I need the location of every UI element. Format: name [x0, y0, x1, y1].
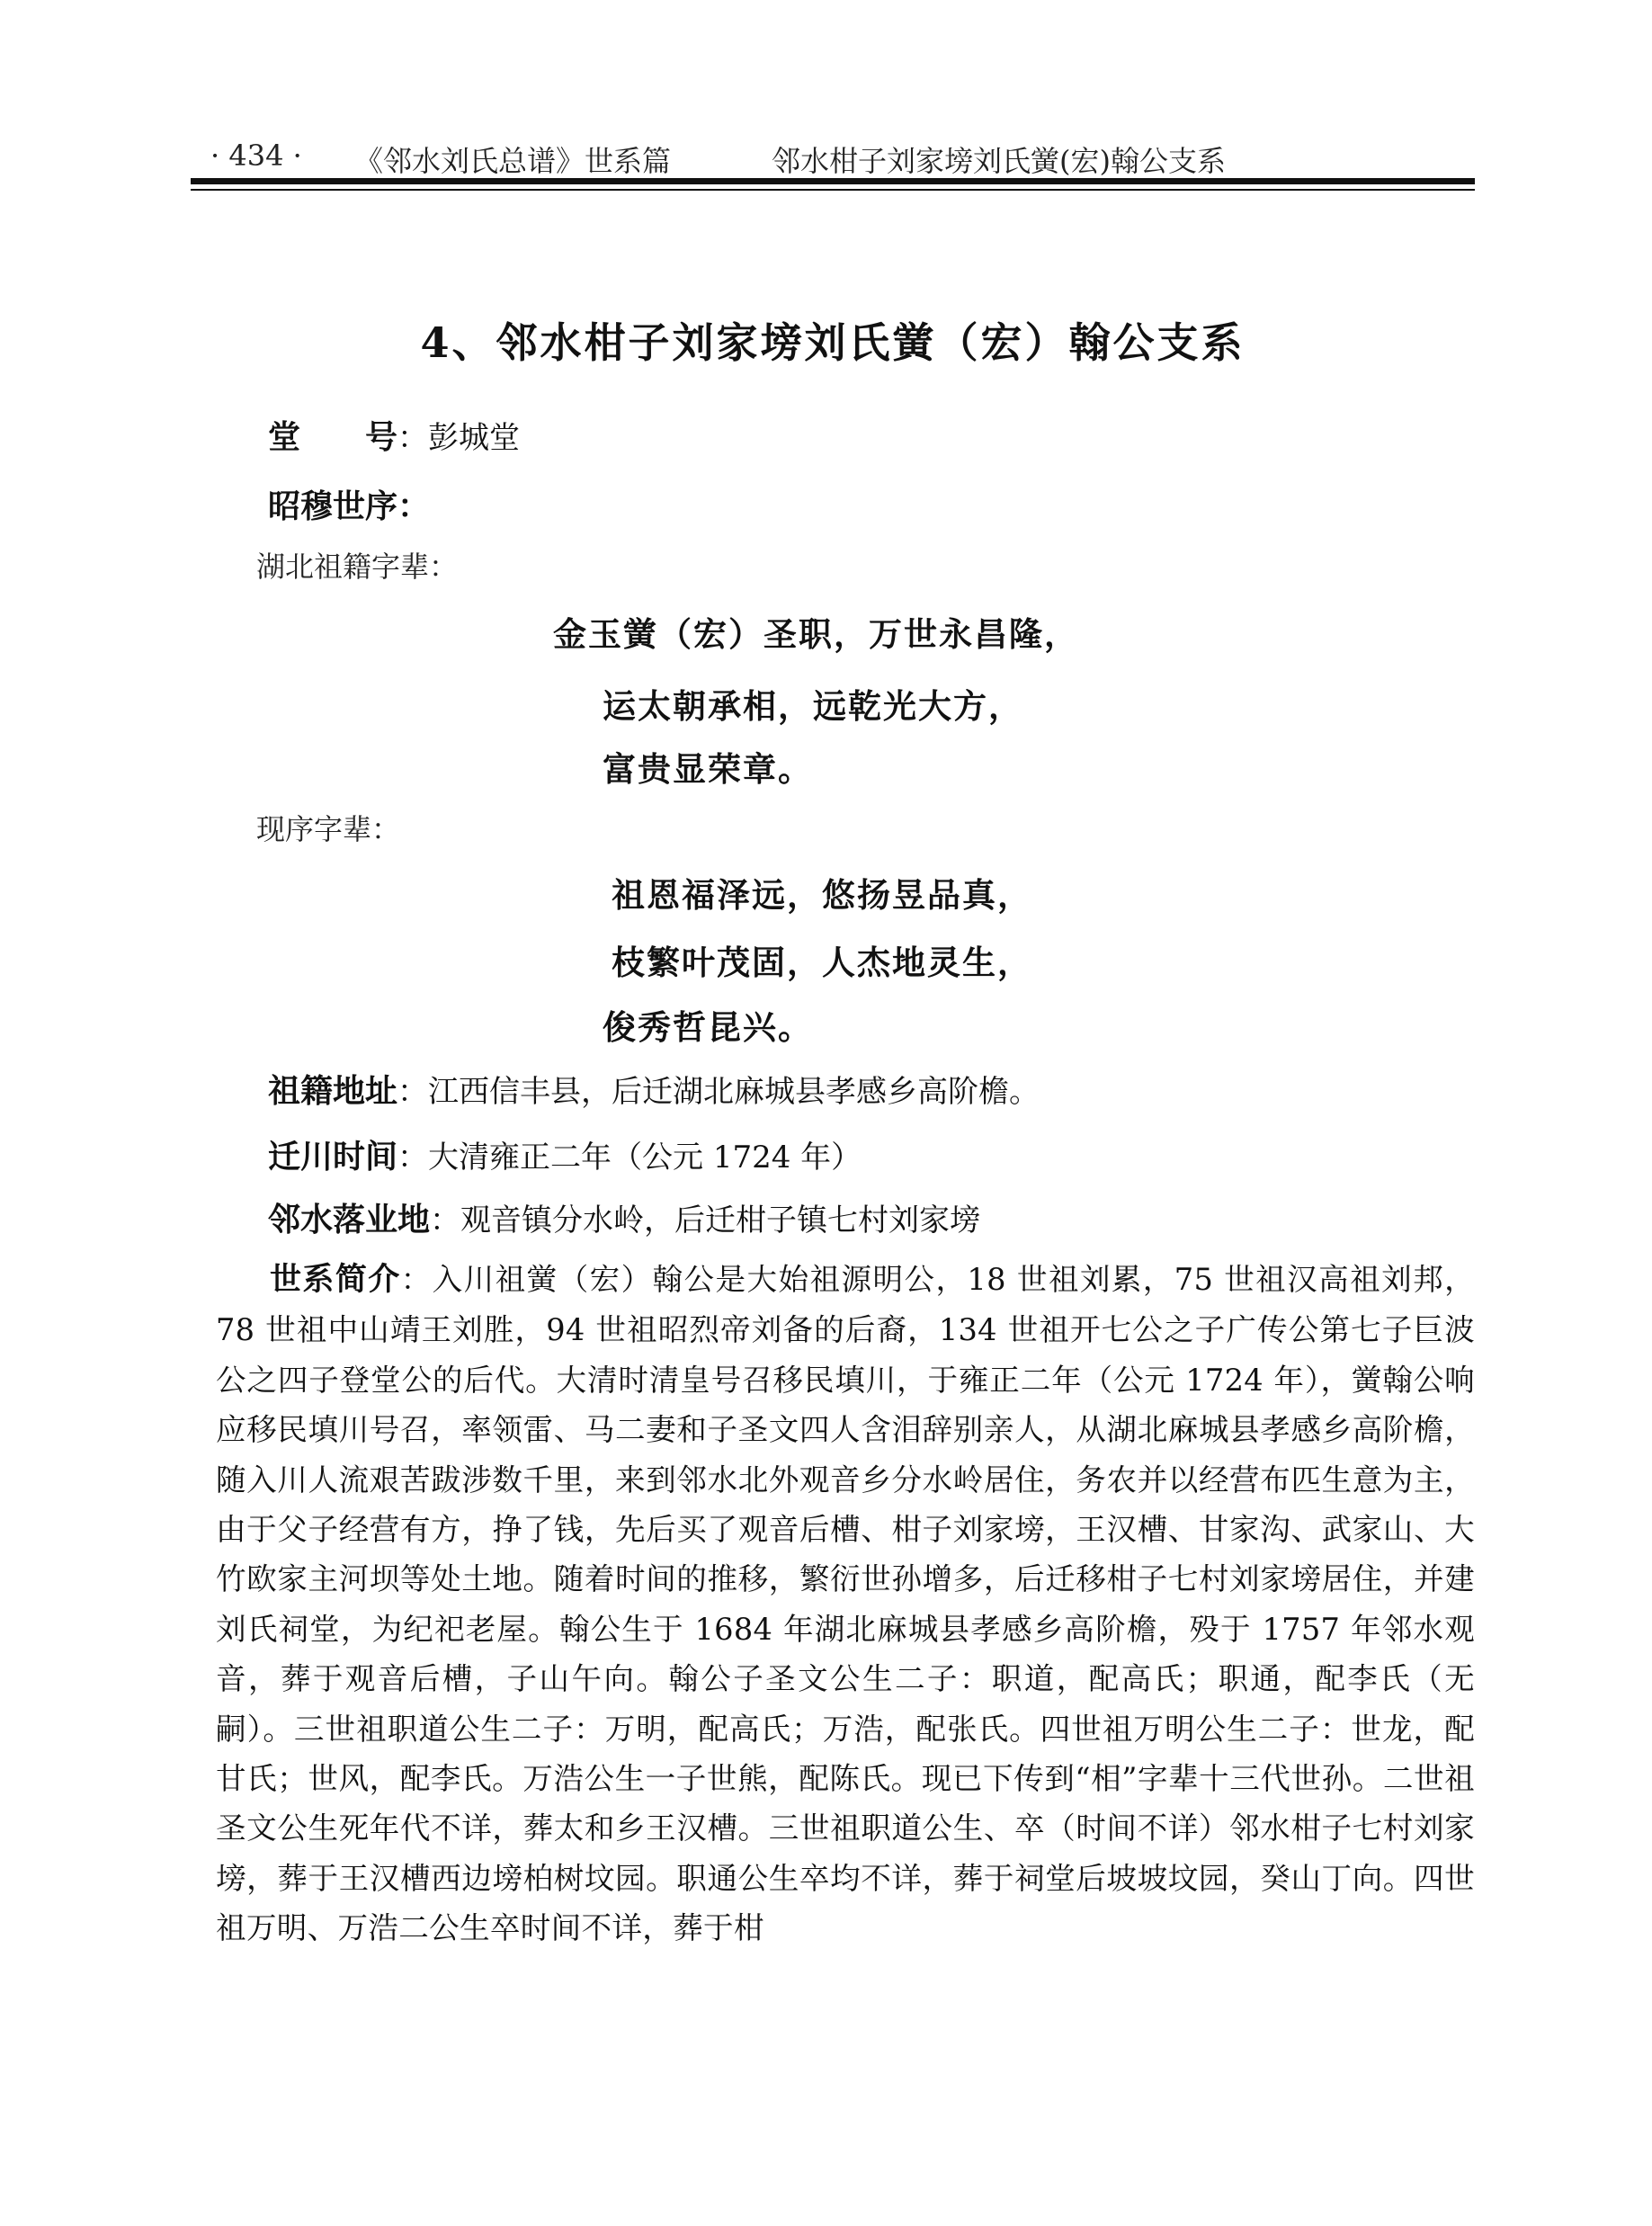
- book-title: 《邻水刘氏总谱》世系篇: [354, 144, 672, 178]
- settlement-label: 邻水落业地: [268, 1202, 431, 1238]
- migration-time-value: 大清雍正二年（公元 1724 年）: [428, 1140, 862, 1176]
- migration-time-line: 迁川时间：大清雍正二年（公元 1724 年）: [268, 1139, 862, 1176]
- hall-value: 彭城堂: [428, 420, 521, 456]
- ancestral-address-label: 祖籍地址: [268, 1073, 398, 1110]
- section-title: 邻水柑子刘家塝刘氏黉(宏)翰公支系: [772, 144, 1226, 178]
- header-rule-thin: [191, 189, 1475, 191]
- hubei-line-1: 金玉黉（宏）圣职，万世永昌隆，: [553, 615, 1079, 654]
- intro-paragraph: 世系简介：入川祖黉（宏）翰公是大始祖源明公，18 世祖刘累，75 世祖汉高祖刘邦，78 世祖中山靖王刘胜，94 世祖昭烈帝刘备的后裔，134 世祖开七公之子广传公第七子巨波公之四子登堂公的后代。大清时清皇号召移民填川，于雍正二年（公元 1724 年），黉翰公响应移民填川号召，率领雷、马二妻和子圣文四人含泪辞别亲人，从湖北麻城县孝感乡高阶檐，随入川人流艰苦跋涉数千里，来到邻水北外观音乡分水岭居住，务农并以经营布匹生意为主，由于父子经营有方，挣了钱，先后买了观音后槽、柑子刘家塝，王汉槽、甘家沟、武家山、大竹欧家主河坝等处土地。随着时间的推移，繁衍世孙增多，后迁移柑子七村刘家塝居住，并建刘氏祠堂，为纪祀老屋。翰公生于 1684 年湖北麻城县孝感乡高阶檐，殁于 1757 年邻水观音，葬于观音后槽，子山午向。翰公子圣文公生二子：职道，配高氏；职通，配李氏（无嗣）。三世祖职道公生二子：万明，配高氏；万浩，配张氏。四世祖万明公生二子：世龙，配甘氏；世风，配李氏。万浩公生一子世熊，配陈氏。现已下传到“相”字辈十三代世孙。二世祖圣文公生死年代不详，葬太和乡王汉槽。三世祖职道公生、卒（时间不详）邻水柑子七村刘家塝，葬于王汉槽西边塝柏树坟园。职通公生卒均不详，葬于祠堂后坡坡坟园，癸山丁向。四世祖万明、万浩二公生卒时间不详，葬于柑: [216, 1262, 1475, 1946]
- running-header: [191, 135, 1475, 180]
- page-number: · 434 ·: [210, 139, 302, 173]
- hubei-line-2: 运太朝承相，远乾光大方，: [603, 687, 1023, 726]
- intro-label: 世系简介: [270, 1262, 401, 1298]
- hall-line: 堂 号：彭城堂: [268, 419, 521, 456]
- migration-time-label: 迁川时间: [268, 1139, 398, 1176]
- intro-text: 入川祖黉（宏）翰公是大始祖源明公，18 世祖刘累，75 世祖汉高祖刘邦，78 世祖中山靖王刘胜，94 世祖昭烈帝刘备的后裔，134 世祖开七公之子广传公第七子巨波公之四子登堂公的后代。大清时清皇号召移民填川，于雍正二年（公元 1724 年），黉翰公响应移民填川号召，率领雷、马二妻和子圣文四人含泪辞别亲人，从湖北麻城县孝感乡高阶檐，随入川人流艰苦跋涉数千里，来到邻水北外观音乡分水岭居住，务农并以经营布匹生意为主，由于父子经营有方，挣了钱，先后买了观音后槽、柑子刘家塝，王汉槽、甘家沟、武家山、大竹欧家主河坝等处土地。随着时间的推移，繁衍世孙增多，后迁移柑子七村刘家塝居住，并建刘氏祠堂，为纪祀老屋。翰公生于 1684 年湖北麻城县孝感乡高阶檐，殁于 1757 年邻水观音，葬于观音后槽，子山午向。翰公子圣文公生二子：职道，配高氏；职通，配李氏（无嗣）。三世祖职道公生二子：万明，配高氏；万浩，配张氏。四世祖万明公生二子：世龙，配甘氏；世风，配李氏。万浩公生一子世熊，配陈氏。现已下传到“相”字辈十三代世孙。二世祖圣文公生死年代不详，葬太和乡王汉槽。三世祖职道公生、卒（时间不详）邻水柑子七村刘家塝，葬于王汉槽西边塝柏树坟园。职通公生卒均不详，葬于祠堂后坡坡坟园，癸山丁向。四世祖万明、万浩二公生卒时间不详，葬于柑: [216, 1262, 1475, 1946]
- ancestral-address-line: 祖籍地址：江西信丰县，后迁湖北麻城县孝感乡高阶檐。: [268, 1073, 1040, 1110]
- page-title: 4、邻水柑子刘家塝刘氏黉（宏）翰公支系: [420, 318, 1246, 367]
- header-rule-thick: [191, 178, 1475, 184]
- current-label: 现序字辈：: [256, 812, 401, 846]
- current-line-3: 俊秀哲昆兴。: [603, 1008, 813, 1047]
- settlement-value: 观音镇分水岭，后迁柑子镇七村刘家塝: [460, 1202, 981, 1238]
- settlement-line: 邻水落业地：观音镇分水岭，后迁柑子镇七村刘家塝: [268, 1202, 981, 1238]
- ancestral-address-value: 江西信丰县，后迁湖北麻城县孝感乡高阶檐。: [428, 1074, 1040, 1110]
- current-line-2: 枝繁叶茂固，人杰地灵生，: [612, 943, 1032, 982]
- hubei-label: 湖北祖籍字辈：: [256, 550, 459, 584]
- hubei-line-3: 富贵显荣章。: [603, 750, 813, 789]
- hall-label: 堂 号: [268, 419, 398, 456]
- current-line-1: 祖恩福泽远，悠扬昱品真，: [612, 876, 1032, 915]
- zhaomu-label: 昭穆世序：: [268, 488, 431, 525]
